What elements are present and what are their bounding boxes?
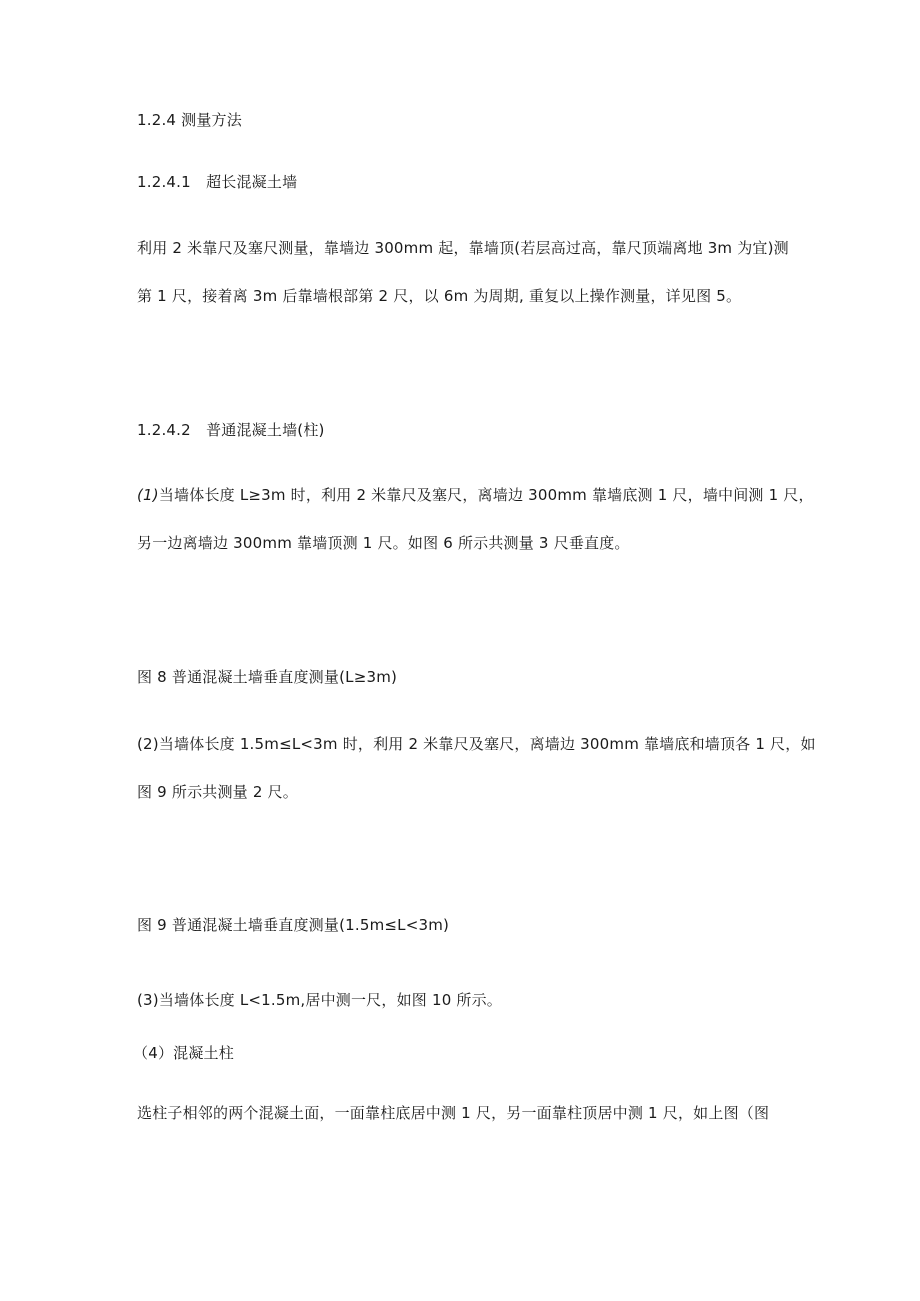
figure-9-caption: 图 9 普通混凝土墙垂直度测量(1.5m≤L<3m) [137, 916, 450, 934]
section-heading-1-2-4: 1.2.4 测量方法 [137, 111, 242, 129]
list-marker: (1) [137, 486, 159, 504]
list-item-text: 当墙体长度 L≥3m 时，利用 2 米靠尺及塞尺，离墙边 300mm 靠墙底测 1 尺，墙中间测 1 尺， [158, 486, 814, 504]
figure-8-caption: 图 8 普通混凝土墙垂直度测量(L≥3m) [137, 668, 398, 686]
list-item-2-line: 图 9 所示共测量 2 尺。 [137, 783, 298, 801]
list-item-2-line: (2)当墙体长度 1.5m≤L<3m 时，利用 2 米靠尺及塞尺，离墙边 300mm 靠墙底和墙顶各 1 尺，如 [137, 735, 816, 753]
section-heading-1-2-4-2: 1.2.4.2 普通混凝土墙(柱) [137, 421, 325, 439]
list-item-1-line [137, 485, 814, 505]
paragraph-line: 利用 2 米靠尺及塞尺测量，靠墙边 300mm 起，靠墙顶(若层高过高，靠尺顶端离地 3m 为宜)测 [137, 239, 789, 257]
section-heading-1-2-4-1: 1.2.4.1 超长混凝土墙 [137, 173, 298, 191]
paragraph-line: 第 1 尺，接着离 3m 后靠墙根部第 2 尺，以 6m 为周期, 重复以上操作测量，详见图 5。 [137, 287, 742, 305]
list-item-4-heading: （4）混凝土柱 [133, 1044, 234, 1062]
list-item-3-line: (3)当墙体长度 L<1.5m,居中测一尺，如图 10 所示。 [137, 991, 503, 1009]
list-item-1-line: 另一边离墙边 300mm 靠墙顶测 1 尺。如图 6 所示共测量 3 尺垂直度。 [137, 534, 630, 552]
list-item-4-line: 选柱子相邻的两个混凝土面，一面靠柱底居中测 1 尺，另一面靠柱顶居中测 1 尺，如上图（图 [137, 1104, 770, 1122]
